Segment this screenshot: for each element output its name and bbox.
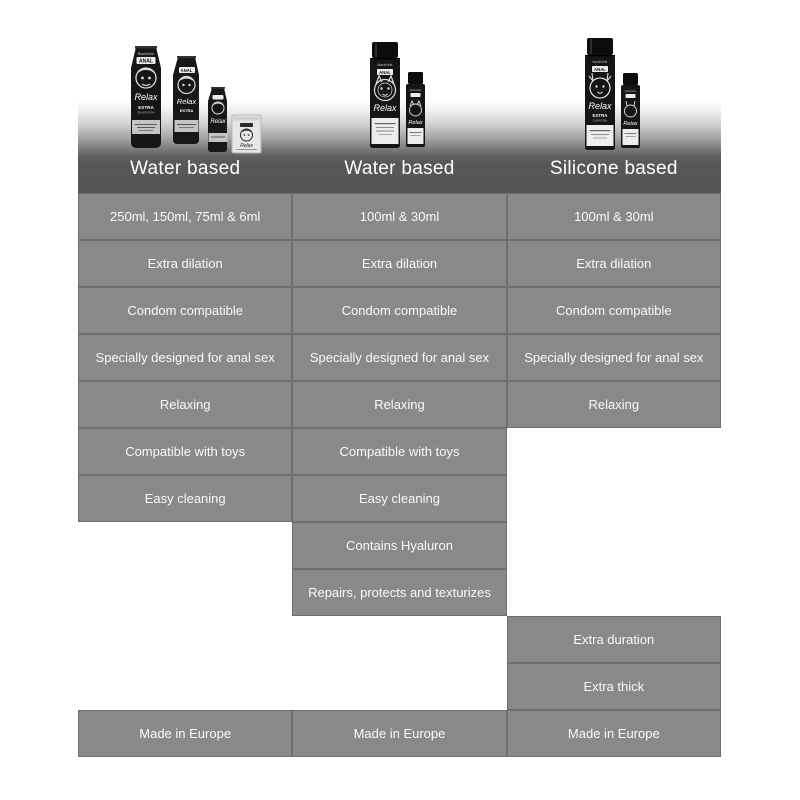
svg-text:EXTRA: EXTRA [592,113,608,118]
svg-text:ANAL: ANAL [180,67,193,73]
cell-col3-made-in-europe: Made in Europe [507,710,721,757]
tube-150ml-icon [173,56,199,144]
cell-col1-sizes: 250ml, 150ml, 75ml & 6ml [78,193,292,240]
svg-text:DURATION: DURATION [592,118,608,123]
column-header-water-based-2: Water based [344,158,455,179]
svg-text:Relax: Relax [588,101,612,111]
svg-text:ANAL: ANAL [379,69,391,75]
svg-text:Relax: Relax [240,143,253,149]
sachet-6ml-icon [232,115,261,153]
product-image-water-bottles [365,40,430,150]
cell-col3-extra-duration: Extra duration [507,616,721,663]
svg-text:ANAL: ANAL [139,58,153,65]
cell-col1-designed-anal: Specially designed for anal sex [78,334,292,381]
cell-col3-sizes: 100ml & 30ml [507,193,721,240]
cell-col2-repairs: Repairs, protects and texturizes [292,569,506,616]
svg-text:Relax: Relax [408,120,423,126]
svg-text:Relax: Relax [210,119,226,125]
feature-table [78,193,721,757]
anal-relax-deer-bottles-icon [580,36,645,152]
svg-text:ANAL: ANAL [594,66,606,72]
cell-col3-condom-compatible: Condom compatible [507,287,721,334]
svg-text:Relax: Relax [373,103,397,113]
anal-relax-tubes-icon [124,44,270,156]
cell-col2-hyaluron: Contains Hyaluron [292,522,506,569]
product-image-water-tubes [124,44,270,156]
bottle-30ml-silicone-icon [621,73,640,148]
cell-col1-condom-compatible: Condom compatible [78,287,292,334]
column-header-silicone-based: Silicone based [549,158,678,179]
cell-col3-relaxing: Relaxing [507,381,721,428]
cell-col2-sizes: 100ml & 30ml [292,193,506,240]
tube-75ml-icon [208,87,228,152]
tube-250ml-icon [131,46,161,148]
cell-col1-easy-cleaning: Easy cleaning [78,475,292,522]
cell-col2-made-in-europe: Made in Europe [292,710,506,757]
bottle-100ml-silicone-icon [585,38,615,150]
bottle-100ml-icon [370,42,400,148]
cell-col2-toys: Compatible with toys [292,428,506,475]
column-header-water-based-1: Water based [130,158,241,179]
svg-text:blackHole: blackHole [377,63,393,67]
cell-col3-extra-dilation: Extra dilation [507,240,721,287]
cell-col2-easy-cleaning: Easy cleaning [292,475,506,522]
cell-col1-extra-dilation: Extra dilation [78,240,292,287]
svg-text:blackHole: blackHole [624,90,637,93]
cell-col3-designed-anal: Specially designed for anal sex [507,334,721,381]
svg-text:Relax: Relax [134,92,158,102]
cell-col2-designed-anal: Specially designed for anal sex [292,334,506,381]
bottle-30ml-icon [406,72,425,147]
cell-col2-extra-dilation: Extra dilation [292,240,506,287]
cell-col3-extra-thick: Extra thick [507,663,721,710]
svg-text:Relax: Relax [623,121,638,127]
product-image-silicone-bottles [580,36,645,152]
anal-relax-wolf-bottles-icon [365,40,430,150]
cell-col2-relaxing: Relaxing [292,381,506,428]
cell-col1-made-in-europe: Made in Europe [78,710,292,757]
cell-col2-condom-compatible: Condom compatible [292,287,506,334]
svg-text:BlackHole: BlackHole [137,52,155,56]
svg-text:EXTRA: EXTRA [179,108,194,113]
cell-col1-toys: Compatible with toys [78,428,292,475]
svg-text:Relax: Relax [176,97,197,106]
svg-text:blackHole: blackHole [409,89,422,92]
cell-col1-relaxing: Relaxing [78,381,292,428]
svg-text:EXTRA: EXTRA [138,105,154,110]
svg-text:blackHole: blackHole [592,60,608,64]
svg-text:DILATATION: DILATATION [137,110,155,115]
